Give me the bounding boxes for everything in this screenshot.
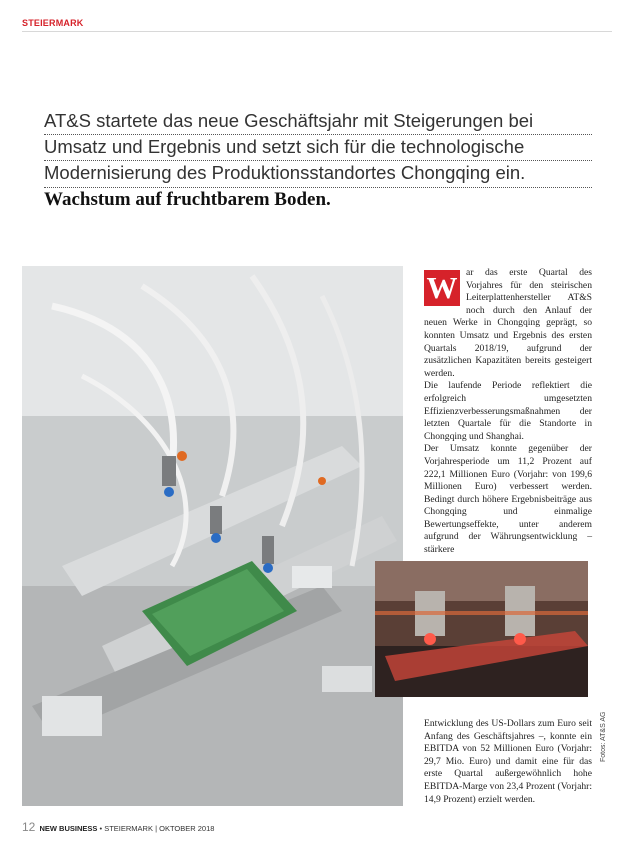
footer-separator: •	[99, 824, 103, 833]
lead-line: AT&S startete das neue Geschäftsjahr mit Steigerungen bei	[44, 109, 592, 135]
footer-section: STEIERMARK	[104, 824, 153, 833]
lead-text	[44, 109, 592, 188]
drop-cap: W	[424, 270, 460, 306]
paragraph: ar das erste Quartal des Vorjahres für den steirischen Leiterplattenhersteller AT&S noch durch den Anlauf der neuen Werke in Chongqing geprägt, so konnten Umsatz und Ergebnis des ersten Quartals 2018/19, aufgrund der zusätzlichen Kapazitäten bereits gesteigert werden.	[424, 267, 592, 379]
lead-line: Umsatz und Ergebnis und setzt sich für die technologische	[44, 135, 592, 161]
article-column-bottom	[424, 718, 592, 806]
paragraph: Der Umsatz konnte gegenüber der Vorjahresperiode um 11,2 Prozent auf 222,1 Millionen Euro (Vorjahr: von 199,6 Millionen Euro) verbessert werden. Bedingt durch höhere Ergebnisbeiträge aus Chongqing und einmalige Bewertungseffekte, unter anderem aufgrund der Währungsentwicklung – stärkere	[424, 443, 592, 556]
footer-divider: |	[155, 824, 158, 833]
paragraph: Die laufende Periode reflektiert die erfolgreich umgesetzten Effizienzverbesserungsmaßnahmen der letzten Quartale für die Standorte in Chongqing und Shanghai.	[424, 380, 592, 442]
article-headline: Wachstum auf fruchtbarem Boden.	[44, 189, 331, 210]
page-footer	[22, 820, 214, 834]
page-number: 12	[22, 820, 36, 834]
lead-line: Modernisierung des Produktionsstandortes Chongqing ein.	[44, 161, 592, 187]
photo-credit: Fotos: AT&S AG	[600, 711, 607, 762]
paragraph: Entwicklung des US-Dollars zum Euro seit Anfang des Geschäftsjahres –, konnte ein EBITDA von 52 Millionen Euro (Vorjahr: 29,7 Mio. Euro) und damit eine für das erste Quartal außergewöhnlich hohe EBITDA-Marge von 23,4 Prozent (Vorjahr: 14,9 Prozent) erzielt werden.	[424, 718, 592, 805]
issue-date: OKTOBER 2018	[159, 824, 215, 833]
header-divider	[22, 31, 612, 32]
pcb-machine-photo	[22, 266, 403, 806]
article-column-top	[424, 267, 592, 557]
production-line-photo	[375, 561, 588, 697]
magazine-name: NEW BUSINESS	[39, 824, 98, 833]
section-tag: STEIERMARK	[22, 18, 84, 28]
